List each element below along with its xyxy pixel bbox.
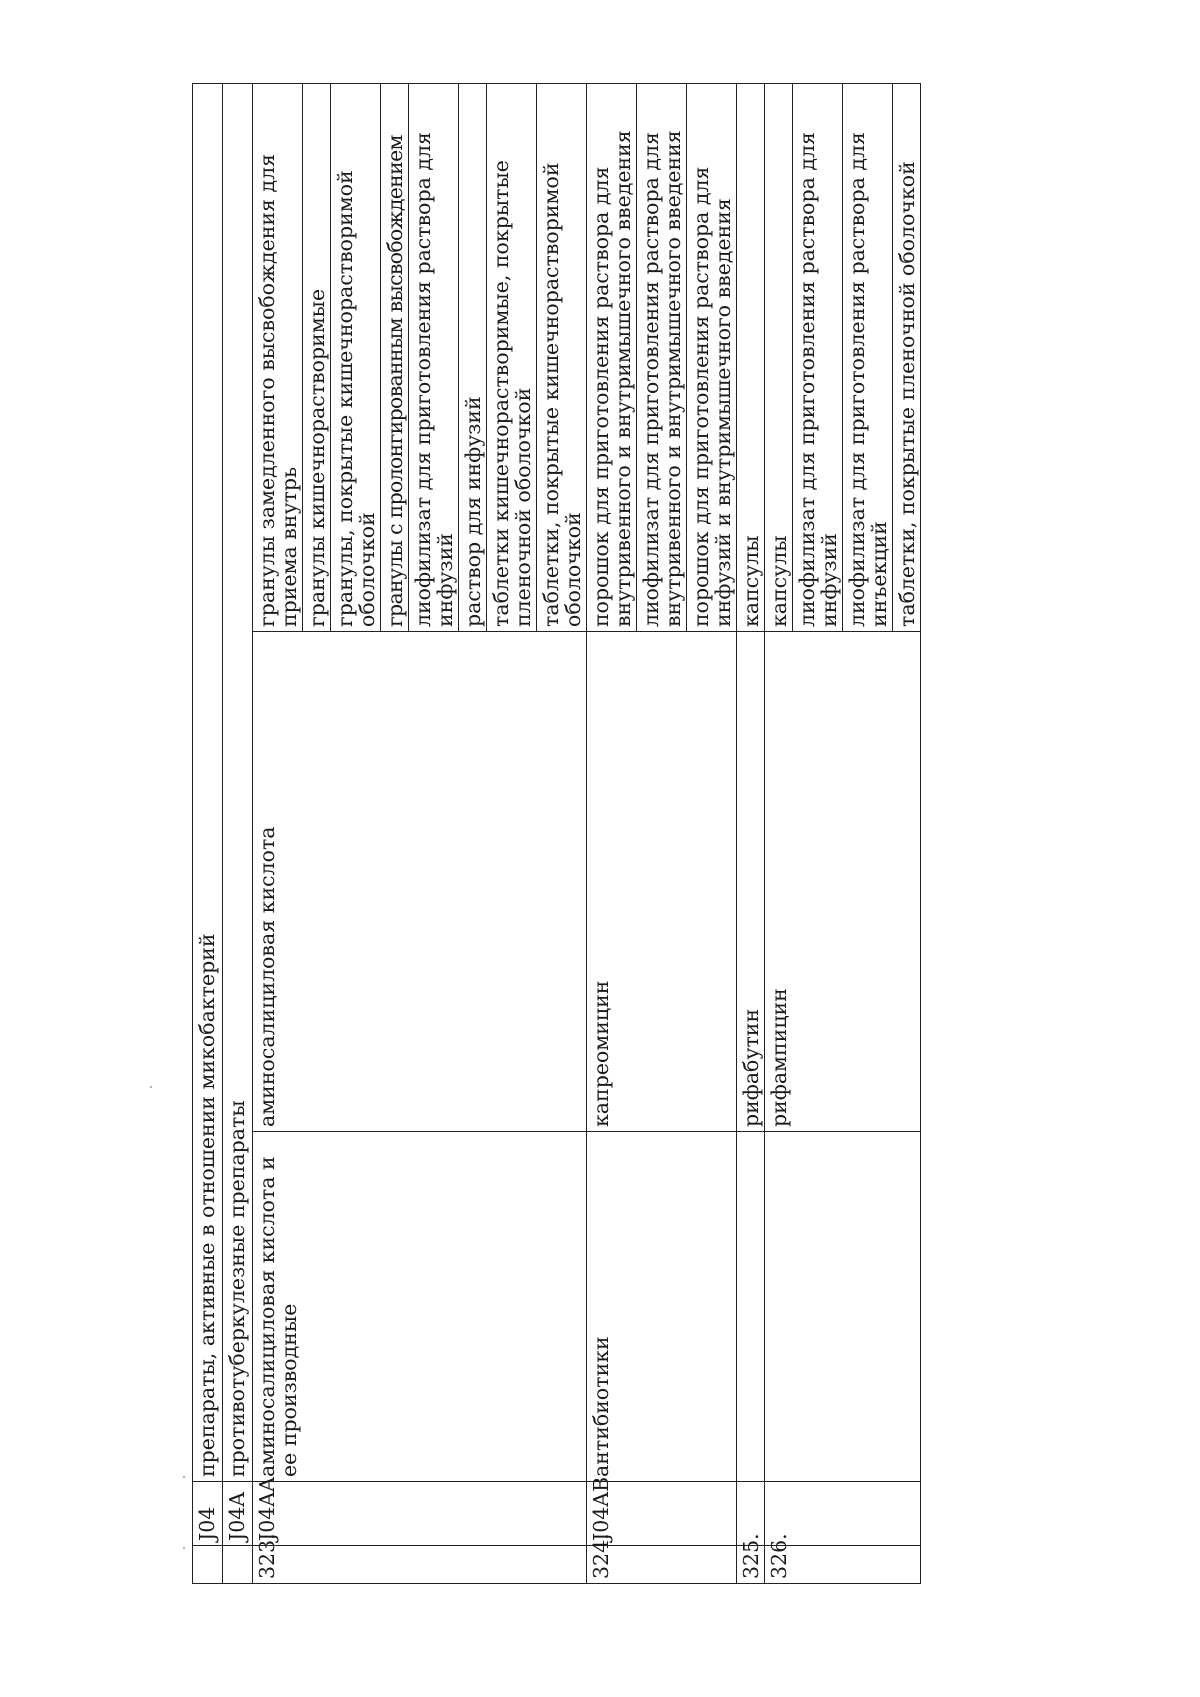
dosage-form-cell: порошок для приготовления раствора для инфузий и внутримышечного введения: [687, 84, 737, 632]
dosage-form-cell: гранулы, покрытые кишечнорастворимой оболочкой: [331, 84, 381, 632]
entry-number-cell: 323.: [253, 1546, 587, 1584]
group-name-cell: [765, 1132, 921, 1482]
dosage-form-cell: лиофилизат для приготовления раствора для внутривенного и внутримышечного введения: [637, 84, 687, 632]
drug-name-cell: аминосалициловая кислота: [253, 632, 587, 1132]
group-name-cell: аминосалициловая кислота и ее производные: [253, 1132, 587, 1482]
drug-name-cell: капреомицин: [587, 632, 737, 1132]
dosage-form-cell: таблетки кишечнорастворимые, покрытые пленочной оболочкой: [487, 84, 537, 632]
drug-list-table: [192, 83, 921, 1584]
atc-code-cell: J04AA: [253, 1482, 587, 1546]
dosage-form-cell: гранулы с пролонгированным высвобождением: [381, 84, 409, 632]
dosage-form-cell: капсулы: [765, 84, 793, 632]
dosage-form-cell: таблетки, покрытые кишечнорастворимой оболочкой: [537, 84, 587, 632]
dosage-form-cell: гранулы замедленного высвобождения для приема внутрь: [253, 84, 303, 632]
table-row: [737, 84, 765, 1584]
table-row: [587, 84, 637, 1584]
dosage-form-cell: лиофилизат для приготовления раствора для инфузий: [409, 84, 459, 632]
header-row-j04: [193, 84, 223, 1584]
atc-code-cell: J04AB: [587, 1482, 737, 1546]
scan-speck: [183, 1476, 185, 1478]
number-cell: [193, 1546, 223, 1584]
header-row-j04a: [223, 84, 253, 1584]
dosage-form-cell: порошок для приготовления раствора для внутривенного и внутримышечного введения: [587, 84, 637, 632]
entry-number-cell: 326.: [765, 1546, 921, 1584]
table-row: [253, 84, 303, 1584]
dosage-form-cell: гранулы кишечнорастворимые: [303, 84, 331, 632]
dosage-form-cell: капсулы: [737, 84, 765, 632]
entry-number-cell: 325.: [737, 1546, 765, 1584]
scan-speck: [150, 1086, 152, 1088]
section-title-cell: противотуберкулезные препараты: [223, 84, 253, 1482]
group-name-cell: [737, 1132, 765, 1482]
number-cell: [223, 1546, 253, 1584]
dosage-form-cell: лиофилизат для приготовления раствора для инъекций: [843, 84, 893, 632]
dosage-form-cell: лиофилизат для приготовления раствора для инфузий: [793, 84, 843, 632]
entry-number-cell: 324.: [587, 1546, 737, 1584]
section-title-cell: препараты, активные в отношении микобактерий: [193, 84, 223, 1482]
atc-code-cell: J04: [193, 1482, 223, 1546]
drug-name-cell: рифабутин: [737, 632, 765, 1132]
scan-speck: [183, 1547, 185, 1549]
group-name-cell: антибиотики: [587, 1132, 737, 1482]
rotated-page: [192, 84, 1145, 1584]
table-row: [765, 84, 793, 1584]
drug-name-cell: рифампицин: [765, 632, 921, 1132]
dosage-form-cell: таблетки, покрытые пленочной оболочкой: [893, 84, 921, 632]
dosage-form-cell: раствор для инфузий: [459, 84, 487, 632]
atc-code-cell: J04A: [223, 1482, 253, 1546]
